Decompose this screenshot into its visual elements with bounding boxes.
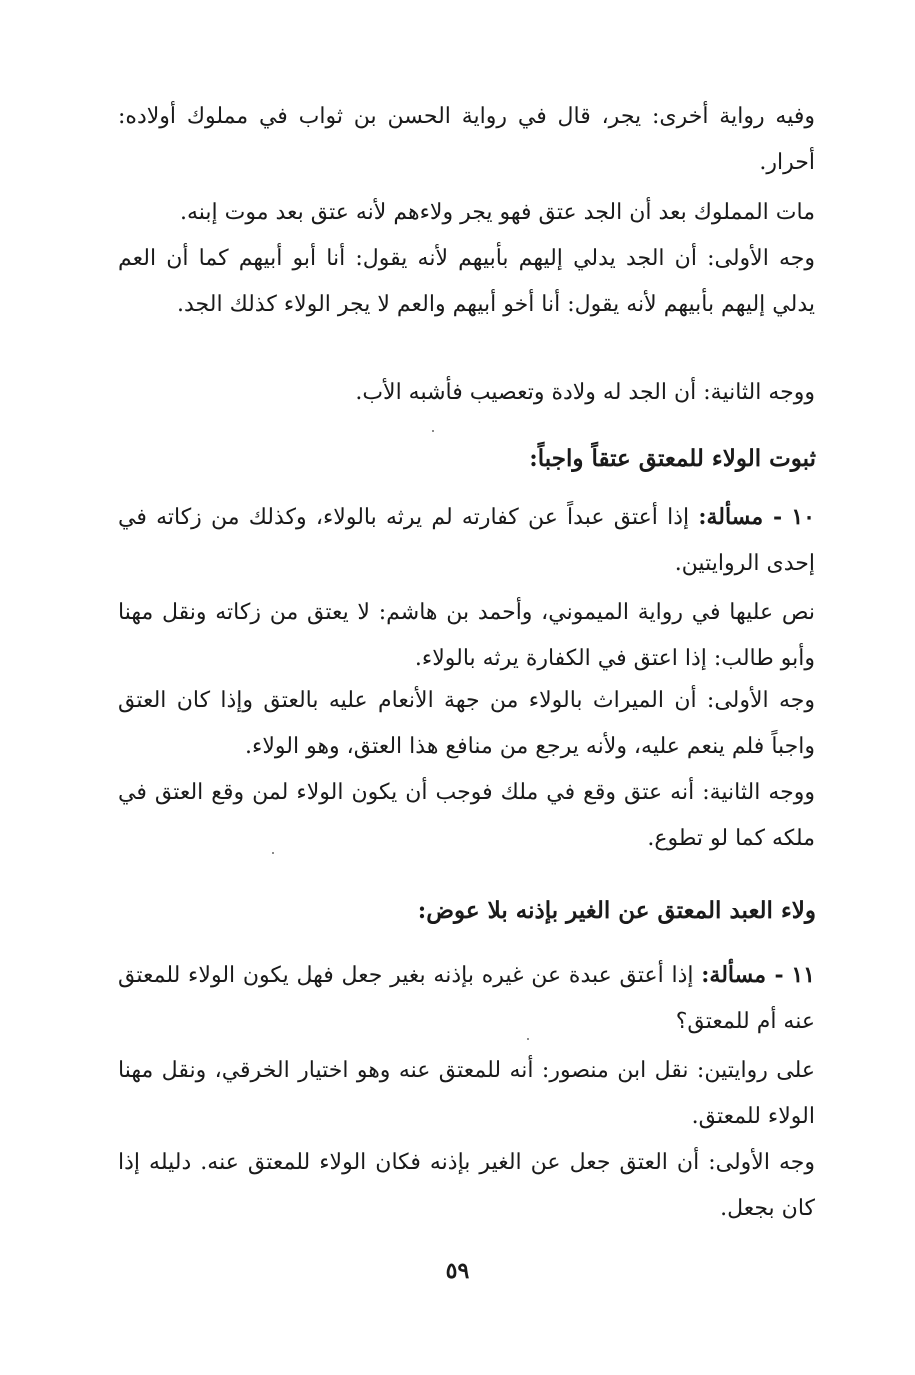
paragraph-second-view: ووجه الثانية: أن الجد له ولادة وتعصيب فأشبه الأب. — [355, 380, 815, 405]
paragraph-first-view: وجه الأولى: أن العتق جعل عن الغير بإذنه فكان الولاء للمعتق عنه. دليله إذا كان بجعل. — [118, 1150, 815, 1221]
issue-label: - مسألة: — [701, 962, 784, 988]
issue-number: ١٠ — [791, 504, 815, 530]
paragraph-other-narration: وفيه رواية أخرى: يجر، قال في رواية الحسن بن ثواب في مملوك أولاده: أحرار. — [118, 104, 815, 175]
paragraph-two-narrations: على روايتين: نقل ابن منصور: أنه للمعتق عنه وهو اختيار الخرقي، ونقل مهنا الولاء للمعتق. — [118, 1058, 815, 1129]
issue-label: - مسألة: — [698, 504, 783, 530]
paragraph-narrations: نص عليها في رواية الميموني، وأحمد بن هاشم: لا يعتق من زكاته ونقل مهنا وأبو طالب: إذا اعتق في الكفارة يرثه بالولاء. — [118, 600, 815, 671]
issue-11 — [118, 952, 815, 1045]
issue-text: إذا أعتق عبدة عن غيره بإذنه بغير جعل فهل يكون الولاء للمعتق عنه أم للمعتق؟ — [118, 963, 815, 1034]
paragraph-second-view: ووجه الثانية: أنه عتق وقع في ملك فوجب أن يكون الولاء لمن وقع العتق في ملكه كما لو تطوع. — [118, 780, 815, 851]
scan-speck — [432, 430, 434, 432]
page-number: ٥٩ — [445, 1258, 470, 1284]
paragraph-first-view: وجه الأولى: أن الميراث بالولاء من جهة الأنعام عليه بالعتق وإذا كان العتق واجباً فلم ينعم عليه، ولأنه يرجع من منافع هذا العتق، وهو الولاء. — [118, 688, 815, 759]
section-heading-slave-freed-on-behalf: ولاء العبد المعتق عن الغير بإذنه بلا عوض: — [417, 897, 816, 924]
scan-speck — [527, 1038, 529, 1040]
paragraph-slave-died: مات المملوك بعد أن الجد عتق فهو يجر ولاءهم لأنه عتق بعد موت إبنه. — [179, 200, 815, 225]
issue-number: ١١ — [791, 962, 815, 988]
paragraph-first-view: وجه الأولى: أن الجد يدلي إليهم بأبيهم لأنه يقول: أنا أبو أبيهم كما أن العم يدلي إليهم بأبيهم لأنه يقول: أنا أخو أبيهم والعم لا يجر الولاء كذلك الجد. — [118, 246, 815, 317]
section-heading-obligatory-manumission: ثبوت الولاء للمعتق عتقاً واجباً: — [529, 445, 816, 472]
scan-speck — [272, 852, 274, 854]
issue-text: إذا أعتق عبداً عن كفارته لم يرثه بالولاء، وكذلك من زكاته في إحدى الروايتين. — [118, 505, 815, 576]
issue-10 — [118, 494, 815, 587]
